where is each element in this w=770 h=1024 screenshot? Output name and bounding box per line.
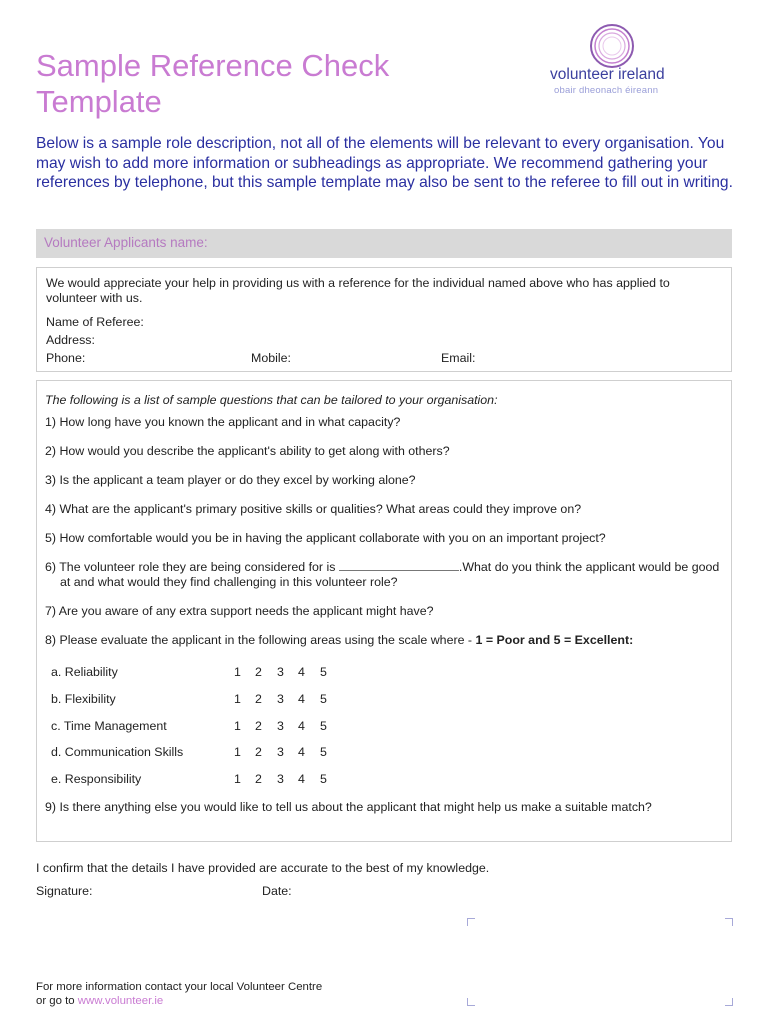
question-6-continued: at and what would they find challenging in this volunteer role?: [60, 575, 398, 589]
questions-intro: The following is a list of sample questions that can be tailored to your organisation:: [45, 393, 498, 407]
question-6: [45, 560, 719, 575]
rating-label: b. Flexibility: [51, 691, 116, 706]
question-4: 4) What are the applicant's primary positive skills or qualities? What areas could they improve on?: [45, 502, 582, 516]
rating-score-option[interactable]: 5: [320, 665, 327, 679]
rating-score-option[interactable]: 2: [255, 718, 262, 733]
signature-label[interactable]: Signature:: [36, 884, 93, 898]
date-label[interactable]: Date:: [262, 884, 292, 898]
rating-score-option[interactable]: 1: [234, 772, 241, 787]
referee-details-box: [36, 267, 732, 372]
rating-score-option[interactable]: 3: [277, 718, 284, 733]
corner-mark-bottom-right-icon: [725, 998, 733, 1006]
referee-name-label[interactable]: Name of Referee:: [46, 315, 144, 329]
question-6-part-1: 6) The volunteer role they are being considered for is: [45, 560, 336, 574]
question-3: 3) Is the applicant a team player or do they excel by working alone?: [45, 473, 416, 487]
rating-score-option[interactable]: 2: [255, 691, 262, 706]
question-1: 1) How long have you known the applicant and in what capacity?: [45, 415, 401, 429]
rating-label: a. Reliability: [51, 665, 118, 679]
volunteer-ireland-logo: [548, 22, 678, 102]
intro-paragraph: Below is a sample role description, not all of the elements will be relevant to every organisation. You may wish to add more information or subheadings as appropriate. We recommend gathering your references by telephone, but this sample template may also be sent to the referee to fill out in writing.: [36, 135, 733, 191]
rating-score-option[interactable]: 3: [277, 665, 284, 679]
logo-name: volunteer ireland: [550, 66, 665, 83]
footer-line-1: For more information contact your local Volunteer Centre: [36, 981, 323, 993]
rating-score-option[interactable]: 2: [255, 772, 262, 787]
referee-mobile-label[interactable]: Mobile:: [251, 351, 291, 365]
question-5: 5) How comfortable would you be in having the applicant collaborate with you on an important project?: [45, 531, 606, 545]
logo-rings-icon: [548, 22, 678, 68]
footer-line-2: [36, 994, 163, 1009]
title-line-1: Sample Reference Check: [36, 48, 390, 83]
rating-score-option[interactable]: 1: [234, 745, 241, 760]
rating-score-option[interactable]: 2: [255, 745, 262, 760]
role-blank-field[interactable]: [339, 561, 459, 571]
referee-message: We would appreciate your help in providing us with a reference for the individual named above who has applied to volunteer with us.: [46, 276, 670, 305]
referee-email-label[interactable]: Email:: [441, 351, 476, 365]
corner-mark-top-left-icon: [467, 918, 475, 926]
question-7: 7) Are you aware of any extra support needs the applicant might have?: [45, 604, 434, 618]
questions-box: [36, 380, 732, 842]
rating-score-option[interactable]: 5: [320, 718, 327, 733]
question-8: [45, 633, 633, 648]
rating-score-option[interactable]: 4: [298, 665, 305, 679]
page-title: [36, 48, 389, 120]
question-9: 9) Is there anything else you would like to tell us about the applicant that might help us make a suitable match?: [45, 800, 652, 814]
rating-score-option[interactable]: 4: [298, 772, 305, 787]
rating-label: d. Communication Skills: [51, 745, 184, 760]
rating-score-option[interactable]: 5: [320, 745, 327, 760]
volunteer-website-link[interactable]: www.volunteer.ie: [77, 995, 164, 1007]
question-8-scale: 1 = Poor and 5 = Excellent:: [475, 633, 634, 647]
rating-score-option[interactable]: 3: [277, 772, 284, 787]
rating-score-option[interactable]: 4: [298, 718, 305, 733]
footer-prefix: or go to: [36, 995, 78, 1007]
question-6-part-2: .What do you think the applicant would be good: [458, 560, 720, 574]
corner-mark-bottom-left-icon: [467, 998, 475, 1006]
applicant-name-label: Volunteer Applicants name:: [44, 235, 208, 250]
corner-mark-top-right-icon: [725, 918, 733, 926]
rating-label: c. Time Management: [51, 718, 167, 733]
rating-score-option[interactable]: 4: [298, 745, 305, 760]
applicant-name-bar[interactable]: [36, 229, 732, 258]
referee-address-label[interactable]: Address:: [46, 333, 95, 347]
question-8-prefix: 8) Please evaluate the applicant in the following areas using the scale where -: [45, 633, 476, 647]
question-2: 2) How would you describe the applicant's ability to get along with others?: [45, 444, 450, 458]
rating-score-option[interactable]: 1: [234, 691, 241, 706]
rating-score-option[interactable]: 4: [298, 691, 305, 706]
rating-score-option[interactable]: 1: [234, 718, 241, 733]
rating-score-option[interactable]: 3: [277, 691, 284, 706]
rating-score-option[interactable]: 5: [320, 691, 327, 706]
referee-phone-label[interactable]: Phone:: [46, 351, 86, 365]
rating-score-option[interactable]: 3: [277, 745, 284, 760]
title-line-2: Template: [36, 84, 162, 119]
logo-subtitle: obair dheonach éireann: [554, 85, 659, 96]
rating-score-option[interactable]: 2: [255, 665, 262, 679]
rating-score-option[interactable]: 1: [234, 665, 241, 679]
rating-label: e. Responsibility: [51, 772, 142, 787]
confirmation-statement: I confirm that the details I have provided are accurate to the best of my knowledge.: [36, 861, 490, 875]
rating-score-option[interactable]: 5: [320, 772, 327, 787]
